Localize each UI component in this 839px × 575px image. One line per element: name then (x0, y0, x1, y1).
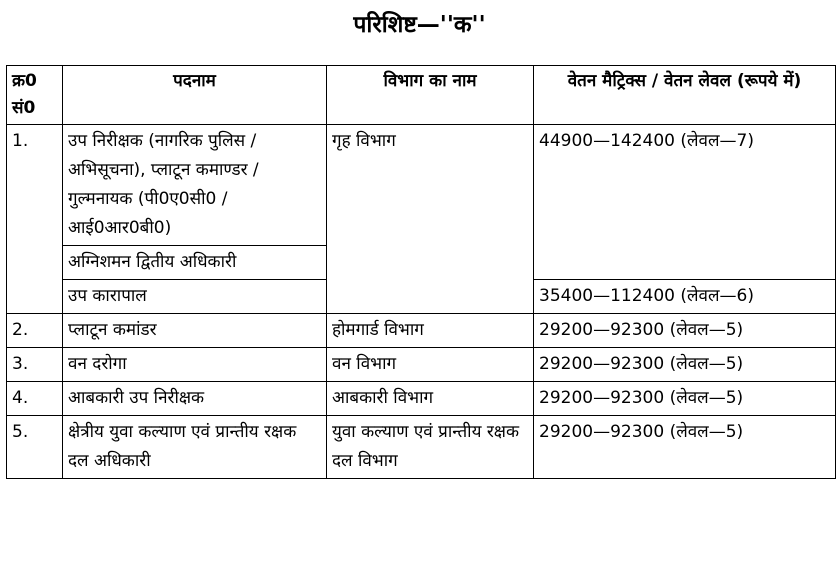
cell-department: वन विभाग (327, 348, 534, 382)
cell-post: आबकारी उप निरीक्षक (63, 382, 327, 416)
cell-serial: 2. (7, 314, 63, 348)
cell-department: युवा कल्याण एवं प्रान्तीय रक्षक दल विभाग (327, 416, 534, 479)
cell-post: वन दरोगा (63, 348, 327, 382)
table-row (7, 314, 836, 348)
cell-department: होमगार्ड विभाग (327, 314, 534, 348)
table-header-row (7, 66, 836, 125)
cell-post: उप कारापाल (63, 280, 327, 314)
cell-post: क्षेत्रीय युवा कल्याण एवं प्रान्तीय रक्षक दल अधिकारी (63, 416, 327, 479)
cell-pay: 29200—92300 (लेवल—5) (534, 314, 836, 348)
cell-serial: 3. (7, 348, 63, 382)
cell-serial: 5. (7, 416, 63, 479)
cell-post: अग्निशमन द्वितीय अधिकारी (63, 246, 327, 280)
table-row (7, 125, 836, 246)
cell-serial: 1. (7, 125, 63, 314)
table-row (7, 382, 836, 416)
cell-pay: 44900—142400 (लेवल—7) (534, 125, 836, 280)
cell-pay: 35400—112400 (लेवल—6) (534, 280, 836, 314)
cell-post: उप निरीक्षक (नागरिक पुलिस / अभिसूचना), प्लाटून कमाण्डर / गुल्मनायक (पी0ए0सी0 / आई0आर0बी0) (63, 125, 327, 246)
header-post: पदनाम (63, 66, 327, 125)
header-department: विभाग का नाम (327, 66, 534, 125)
cell-department: आबकारी विभाग (327, 382, 534, 416)
table-row (7, 348, 836, 382)
header-pay: वेतन मैट्रिक्स / वेतन लेवल (रूपये में) (534, 66, 836, 125)
table-row (7, 416, 836, 479)
cell-serial: 4. (7, 382, 63, 416)
cell-pay: 29200—92300 (लेवल—5) (534, 416, 836, 479)
document-title: परिशिष्ट—''क'' (353, 12, 486, 38)
header-serial: क्र0 सं0 (7, 66, 63, 125)
cell-post: प्लाटून कमांडर (63, 314, 327, 348)
post-pay-table (6, 65, 836, 479)
cell-department: गृह विभाग (327, 125, 534, 314)
cell-pay: 29200—92300 (लेवल—5) (534, 382, 836, 416)
cell-pay: 29200—92300 (लेवल—5) (534, 348, 836, 382)
